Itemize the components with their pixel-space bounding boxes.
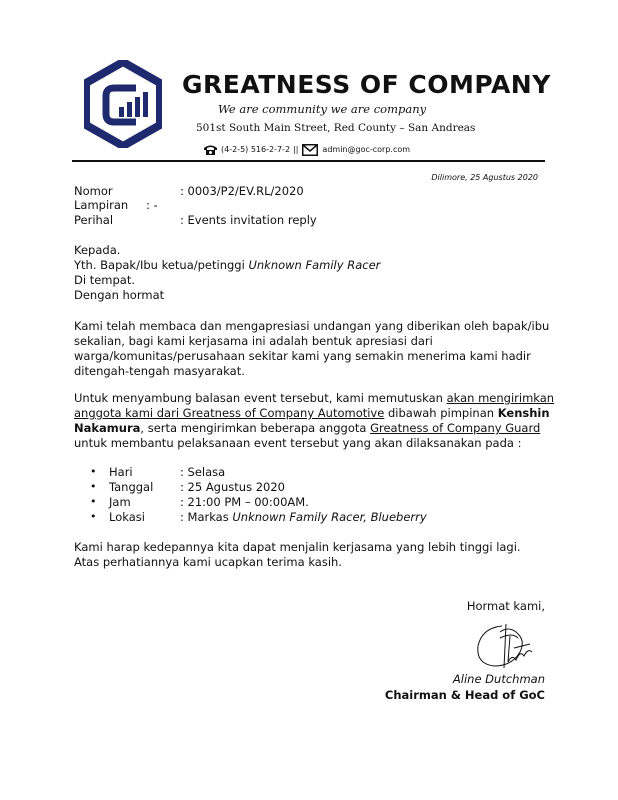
schedule-value-hari: : Selasa (180, 465, 226, 479)
meta-label-nomor: Nomor (74, 184, 113, 198)
schedule-label-tanggal: Tanggal (109, 480, 154, 494)
header-divider (72, 160, 545, 162)
phone-number: (4-2-5) 516-2-7-2 (221, 145, 291, 154)
p2-text: Untuk menyambung balasan event tersebut, kami memutuskan (74, 391, 447, 405)
letter-date: Dilimore, 25 Agustus 2020 (431, 173, 538, 182)
bullet-icon: • (90, 465, 97, 478)
lokasi-prefix: : Markas (180, 510, 233, 524)
paragraph1-line3: warga/komunitas/perusahaan sekitar kami yang semakin menerima kami hadir (74, 349, 531, 363)
greeting-recipient (74, 258, 380, 273)
greeting-to: Kepada. (74, 243, 121, 257)
company-address: 501st South Main Street, Red County – San Andreas (196, 122, 476, 134)
company-logo-icon (84, 60, 162, 148)
p2-underlined: akan mengirimkan (446, 391, 555, 405)
closing-salutation: Hormat kami, (466, 599, 545, 613)
signer-title: Chairman & Head of GoC (384, 688, 545, 702)
email-icon (302, 144, 318, 156)
company-name: GREATNESS OF COMPANY (182, 70, 551, 99)
p2-underlined: anggota kami dari Greatness of Company Automotive (74, 406, 385, 420)
closing-line1: Kami harap kedepannya kita dapat menjalin kerjasama yang lebih tinggi lagi. (74, 540, 521, 554)
greeting-place: Di tempat. (74, 273, 136, 287)
contact-separator: || (293, 145, 299, 154)
p2-underlined: Greatness of Company Guard (370, 421, 541, 435)
p2-bold-name: Kenshin (497, 406, 550, 420)
meta-label-perihal: Perihal (74, 213, 114, 227)
phone-icon (203, 143, 218, 156)
contact-line (203, 143, 410, 156)
meta-value-nomor: : 0003/P2/EV.RL/2020 (180, 184, 304, 198)
meta-value-lampiran: : - (146, 198, 158, 212)
schedule-value-lokasi (180, 510, 427, 524)
bullet-icon: • (90, 510, 97, 523)
schedule-label-lokasi: Lokasi (109, 510, 145, 524)
signer-name: Aline Dutchman (452, 672, 545, 686)
lokasi-name: Unknown Family Racer, Blueberry (232, 510, 427, 524)
schedule-label-jam: Jam (109, 495, 131, 509)
email-address: admin@goc-corp.com (322, 145, 411, 154)
paragraph1-line2: sekalian, bagi kami kerjasama ini adalah bentuk apresiasi dari (74, 334, 433, 348)
paragraph2-line4: untuk membantu pelaksanaan event tersebut yang akan dilaksanakan pada : (74, 436, 522, 450)
paragraph2-line3 (74, 421, 540, 436)
bullet-icon: • (90, 495, 97, 508)
company-tagline: We are community we are company (218, 102, 427, 116)
paragraph2-line1 (74, 391, 554, 406)
meta-label-lampiran: Lampiran (74, 198, 129, 212)
schedule-label-hari: Hari (109, 465, 133, 479)
bullet-icon: • (90, 480, 97, 493)
p2-bold-name: Nakamura (74, 421, 141, 435)
signature-icon (472, 618, 542, 673)
schedule-value-tanggal: : 25 Agustus 2020 (180, 480, 285, 494)
p2-text: , serta mengirimkan beberapa anggota (140, 421, 371, 435)
recipient-name: Unknown Family Racer (248, 258, 381, 272)
meta-value-perihal: : Events invitation reply (180, 213, 317, 227)
schedule-value-jam: : 21:00 PM – 00:00AM. (180, 495, 309, 509)
recipient-prefix: Yth. Bapak/Ibu ketua/petinggi (74, 258, 249, 272)
greeting-salutation: Dengan hormat (74, 288, 165, 302)
paragraph2-line2 (74, 406, 550, 421)
closing-line2: Atas perhatiannya kami ucapkan terima kasih. (74, 555, 342, 569)
p2-text: dibawah pimpinan (384, 406, 498, 420)
paragraph1-line4: ditengah-tengah masyarakat. (74, 364, 245, 378)
paragraph1-line1: Kami telah membaca dan mengapresiasi undangan yang diberikan oleh bapak/ibu (74, 319, 550, 333)
